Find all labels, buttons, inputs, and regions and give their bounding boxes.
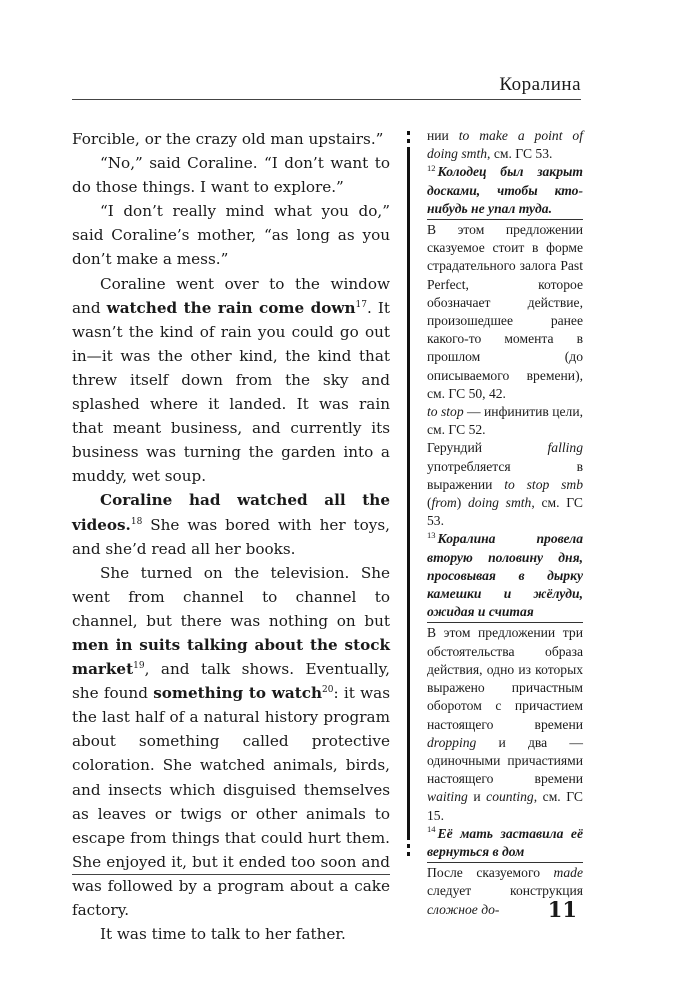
note-11-tail: [427, 127, 583, 163]
paragraph-4-text-end: . It wasn’t the kind of rain you could go out in—it was the other kind, the kind that threw itself down from the sky and splashed where it landed. It was rain that meant business, and currently its business was turning the garden into a muddy, wet soup.: [72, 298, 390, 486]
paragraph-1: Forcible, or the crazy old man upstairs.”: [72, 130, 384, 148]
note-12-body-2: to stop — инфинитив цели, см. ГС 52.: [427, 404, 584, 438]
glossed-phrase-17: watched the rain come down: [106, 298, 356, 317]
notes-column: [427, 127, 583, 919]
paragraph-6: [72, 561, 390, 922]
note-number: 13: [427, 529, 436, 540]
note-12-heading: $^{12}$ Колодец был закрыт досками, чтобы кто-нибудь не упал туда.: [427, 163, 583, 220]
note-italic: to make a point of doing smth: [427, 128, 583, 162]
note-13-body: В этом предложении три обстоятельства образа действия, одно из которых выражено причастным оборотом с причастием настоящего времени dropping и два — одиночными причастиями настоящего времени waiting и counting, см. ГС 15.: [427, 625, 583, 823]
paragraph-2: “No,” said Coraline. “I don’t want to do those things. I want to explore.”: [72, 154, 390, 197]
paragraph-6-text-end: : it was the last half of a natural history program about something called protective coloration. She watched animals, birds, and insects which disguised themselves as leaves or twigs or other animals to escape from things that could hurt them. She enjoyed it, but it ended too soon and was followed by a program about a cake factory.: [72, 684, 390, 919]
note-13-heading: $^{13}$ Коралина провела вторую половину дня, просовывая в дырку камешки и жёлуди, ожидая и считая: [427, 530, 583, 623]
note-12-body-3: Герундий falling употребляется в выражении to stop smb (from) doing smth, см. ГС 53.: [427, 440, 584, 529]
column-divider: [406, 131, 411, 856]
note-number: 12: [427, 162, 436, 173]
note-14-body: После сказуемого made следует конструкция сложное до-: [427, 865, 583, 917]
paragraph-4: [72, 272, 390, 489]
paragraph-6-text-mid: , and talk shows. Eventually, she found: [72, 660, 390, 703]
note-text: нии: [427, 128, 459, 143]
note-italic: to stop: [427, 404, 464, 420]
note-12-body: В этом предложении сказуемое стоит в форме страдательного залога Past Perfect, которое обозначает действие, произошедшее ранее какого-то момента в прошлом (до описываемого времени), см. ГС 50, 42.: [427, 222, 583, 401]
note-text: , см. ГС 53.: [487, 146, 553, 162]
footnote-ref-19: 19: [133, 661, 145, 671]
paragraph-3: “I don’t really mind what you do,” said Coraline’s mother, “as long as you don’t make a mess.”: [72, 202, 390, 269]
glossed-phrase-20: something to watch: [153, 684, 323, 703]
main-text-column: [72, 127, 390, 946]
bottom-rule: [72, 874, 390, 875]
glossed-phrase-19: men in suits talking about the stock market: [72, 635, 390, 679]
paragraph-7: It was time to talk to her father.: [100, 925, 346, 944]
paragraph-5-text-end: She was bored with her toys, and she’d read all her books.: [72, 515, 390, 558]
header-title: Коралина: [499, 74, 581, 95]
footnote-ref-20: 20: [322, 685, 334, 696]
paragraph-6-text: She turned on the television. She went from channel to channel to channel, but there was nothing on but: [72, 563, 390, 630]
glossed-phrase-18: Coraline had watched all the videos.: [72, 491, 390, 534]
note-number: 14: [427, 824, 436, 835]
paragraph-5: [72, 488, 390, 560]
footnote-ref-18: 18: [130, 516, 143, 527]
paragraph-4-text: Coraline went over to the window and: [72, 274, 390, 317]
header-rule: [72, 99, 581, 100]
note-14-heading: $^{14}$ Её мать заставила её вернуться в дом: [427, 825, 583, 863]
footnote-ref-17: 17: [355, 299, 367, 310]
page-number: 11: [547, 897, 577, 922]
